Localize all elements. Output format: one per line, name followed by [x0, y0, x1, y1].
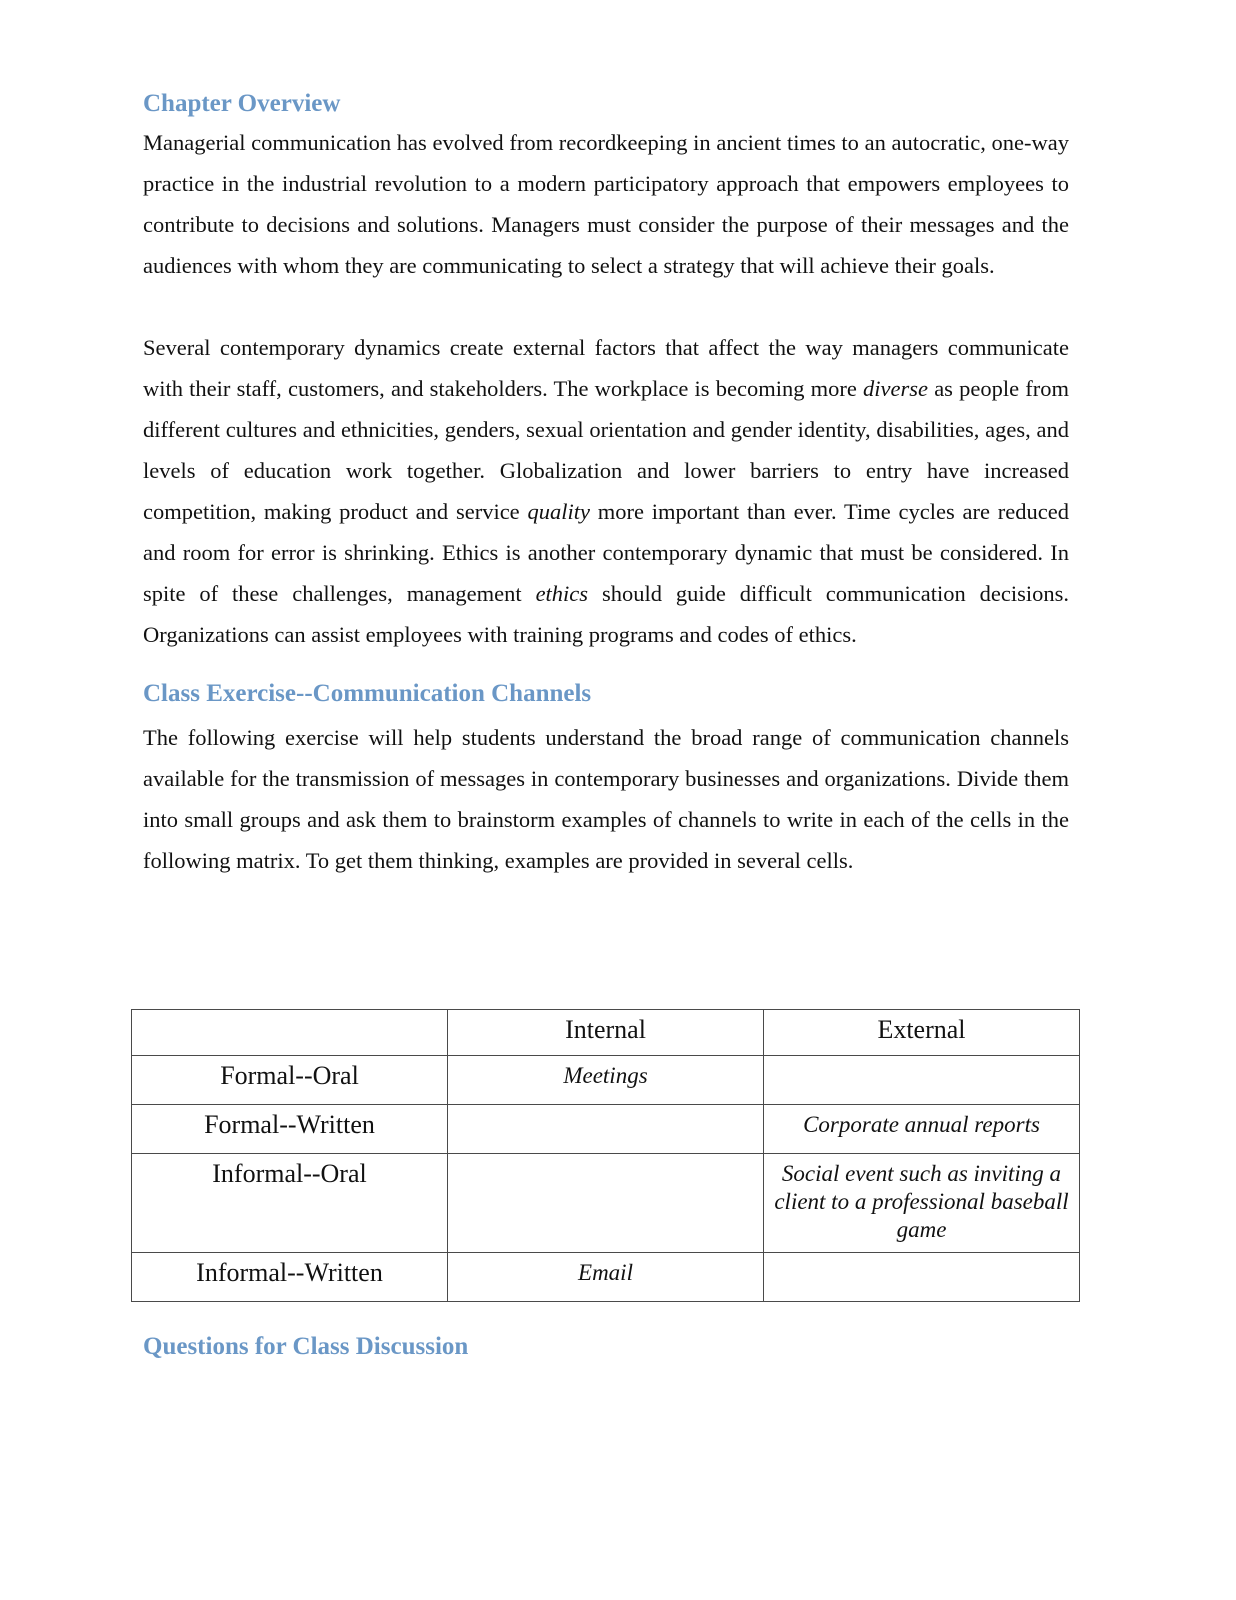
- matrix-row-label: Formal--Oral: [132, 1056, 448, 1105]
- emphasis-ethics: ethics: [535, 581, 589, 606]
- matrix-row-label: Formal--Written: [132, 1105, 448, 1154]
- overview-paragraph-2-text: more important than ever. Time cycles are reduced and room for error is shrinking. Ethics is another contemporary dynamic that must be considered. In spite of these challenges, management: [143, 499, 1069, 606]
- exercise-paragraph: The following exercise will help students understand the broad range of communication channels available for the transmission of messages in contemporary businesses and organizations. Divide them into small groups and ask them to brainstorm examples of channels to write in each of the cells in the following matrix. To get them thinking, examples are provided in several cells.: [143, 725, 1069, 873]
- matrix-row-formal-written: [132, 1105, 1080, 1154]
- matrix-row-label: Informal--Written: [132, 1253, 448, 1302]
- matrix-header-row: [132, 1010, 1080, 1056]
- questions-heading: Questions for Class Discussion: [143, 1333, 469, 1360]
- matrix-cell-internal: Meetings: [448, 1056, 764, 1105]
- matrix-cell-internal: Email: [448, 1253, 764, 1302]
- chapter-overview-heading: Chapter Overview: [143, 90, 341, 117]
- class-exercise-heading: Class Exercise--Communication Channels: [143, 680, 592, 707]
- matrix-column-header-internal: Internal: [448, 1010, 764, 1056]
- matrix-cell-internal: [448, 1105, 764, 1154]
- matrix-row-informal-written: [132, 1253, 1080, 1302]
- matrix-row-informal-oral: [132, 1154, 1080, 1253]
- matrix-row-label: Informal--Oral: [132, 1154, 448, 1253]
- matrix-cell-external: Social event such as inviting a client to a professional baseball game: [764, 1154, 1080, 1253]
- matrix-corner-cell: [132, 1010, 448, 1056]
- matrix-cell-internal: [448, 1154, 764, 1253]
- document-body: [143, 88, 1069, 881]
- matrix-cell-external: [764, 1056, 1080, 1105]
- overview-paragraph-2-text: Several contemporary dynamics create external factors that affect the way managers communicate with their staff, customers, and stakeholders. The workplace is becoming more: [143, 335, 1069, 401]
- overview-paragraph-2-text: should guide difficult communication decisions. Organizations can assist employees with training programs and codes of ethics.: [143, 581, 1069, 647]
- emphasis-diverse: diverse: [863, 376, 929, 401]
- emphasis-quality: quality: [527, 499, 590, 524]
- matrix-column-header-external: External: [764, 1010, 1080, 1056]
- overview-paragraph-2: [143, 327, 1069, 655]
- matrix-row-formal-oral: [132, 1056, 1080, 1105]
- overview-paragraph-2-text: as people from different cultures and ethnicities, genders, sexual orientation and gender identity, disabilities, ages, and levels of education work together. Globalization and lower barriers to entry have increased competition, making product and service: [143, 376, 1069, 524]
- overview-paragraph-1: Managerial communication has evolved from recordkeeping in ancient times to an autocratic, one-way practice in the industrial revolution to a modern participatory approach that empowers employees to contribute to decisions and solutions. Managers must consider the purpose of their messages and the audiences with whom they are communicating to select a strategy that will achieve their goals.: [143, 130, 1069, 278]
- matrix-cell-external: Corporate annual reports: [764, 1105, 1080, 1154]
- matrix-cell-external: [764, 1253, 1080, 1302]
- communication-channels-matrix: [131, 1009, 1080, 1302]
